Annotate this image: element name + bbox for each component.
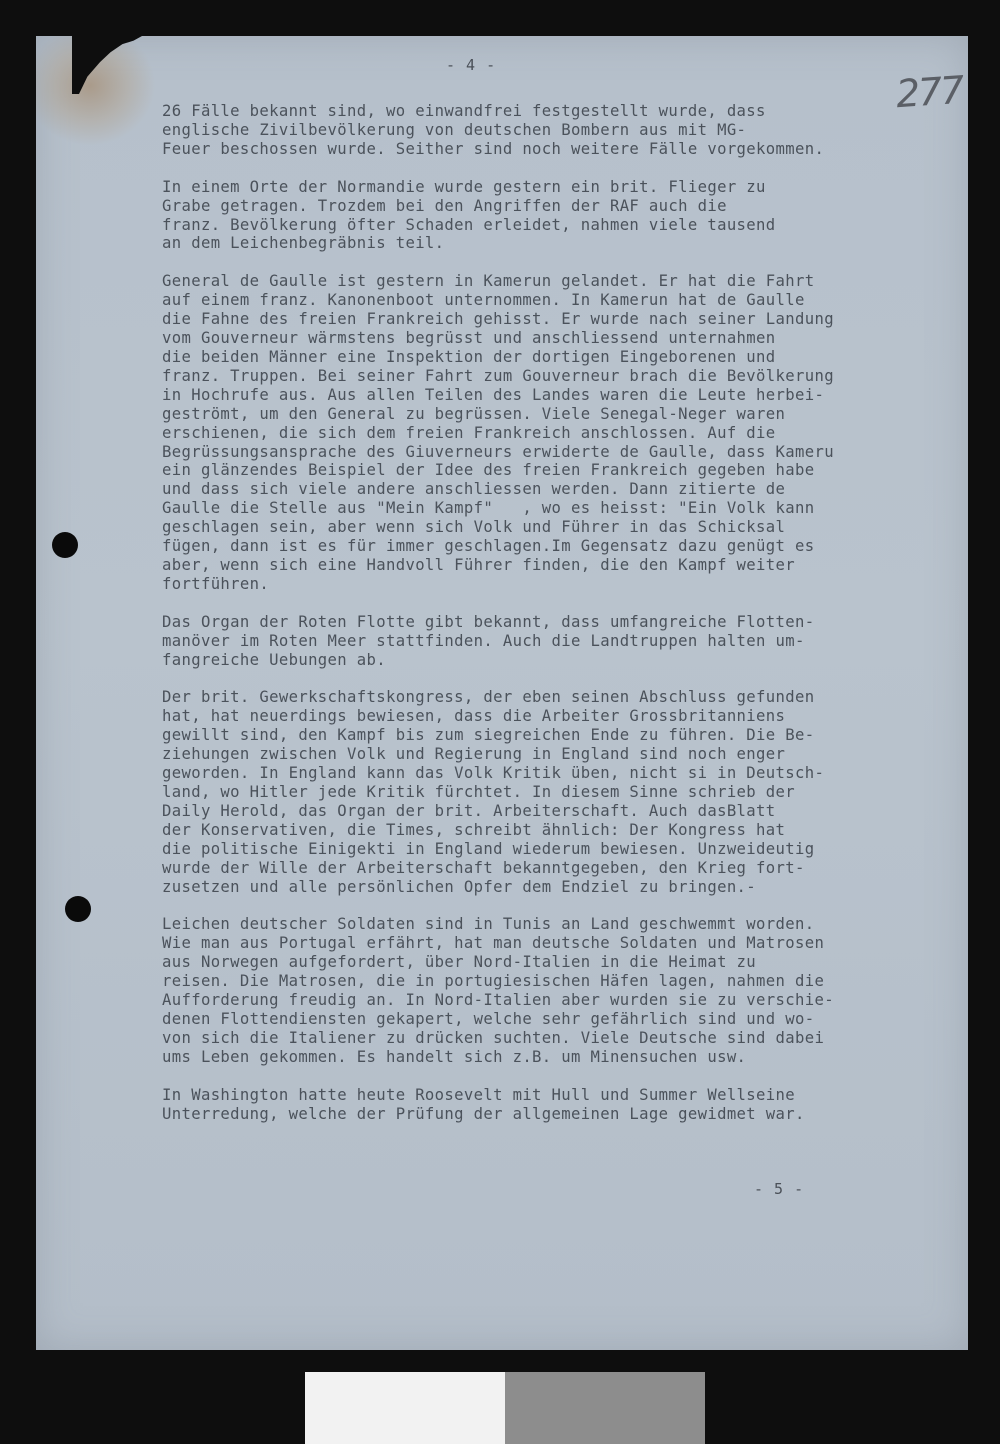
text-line: hat, hat neuerdings bewiesen, dass die Arbeiter Grossbritanniens [162, 707, 786, 726]
text-line: wurde der Wille der Arbeiterschaft bekanntgegeben, den Krieg fort- [162, 858, 805, 877]
text-line: land, wo Hitler jede Kritik fürchtet. In diesem Sinne schrieb der [162, 783, 795, 801]
text-line: zusetzen und alle persönlichen Opfer dem Endziel zu bringen.- [162, 877, 757, 896]
scan-strip-white [305, 1372, 505, 1444]
text-line: manöver im Roten Meer stattfinden. Auch die Landtruppen halten um- [162, 631, 805, 650]
text-line: In Washington hatte heute Roosevelt mit Hull und Summer Wellseine [162, 1085, 795, 1104]
text-line: ziehungen zwischen Volk und Regierung in England sind noch enger [162, 745, 786, 764]
text-line: Aufforderung freudig an. In Nord-Italien aber wurden sie zu verschie- [162, 991, 834, 1010]
page-number: - 4 - [446, 56, 497, 74]
text-line: Feuer beschossen wurde. Seither sind noch weitere Fälle vorgekommen. [162, 139, 825, 158]
text-line: der Konservativen, die Times, schreibt ähnlich: Der Kongress hat [162, 820, 786, 839]
punch-hole-upper [52, 532, 78, 558]
text-line: Daily Herold, das Organ der brit. Arbeiterschaft. Auch dasBlatt [162, 801, 776, 820]
text-line: vom Gouverneur wärmstens begrüsst und anschliessend unternahmen [162, 329, 776, 348]
punch-hole-lower [65, 896, 91, 922]
paragraph [162, 688, 968, 896]
text-line: geworden. In England kann das Volk Kritik üben, nicht si in Deutsch- [162, 764, 825, 783]
text-line: Begrüssungsansprache des Giuverneurs erwiderte de Gaulle, dass Kameru [162, 442, 834, 461]
text-line: fügen, dann ist es für immer geschlagen.Im Gegensatz dazu genügt es [162, 537, 815, 556]
archive-number-handwritten: 277 [894, 67, 964, 117]
scan-strip-grey [505, 1372, 705, 1444]
text-line: franz. Truppen. Bei seiner Fahrt zum Gouverneur brach die Bevölkerung [162, 366, 834, 385]
text-line: die beiden Männer eine Inspektion der dortigen Eingeborenen und [162, 347, 776, 366]
paragraph [162, 1086, 968, 1124]
text-line: erschienen, die sich dem freien Frankreich anschlossen. Auf die [162, 423, 776, 442]
text-line: fangreiche Uebungen ab. [162, 650, 386, 669]
text-line: englische Zivilbevölkerung von deutschen Bombern aus mit MG- [162, 120, 747, 139]
text-line: Unterredung, welche der Prüfung der allgemeinen Lage gewidmet war. [162, 1104, 805, 1123]
text-line: auf einem franz. Kanonenboot unternommen. In Kamerun hat de Gaulle [162, 291, 805, 310]
text-line: von sich die Italiener zu drücken suchten. Viele Deutsche sind dabei [162, 1028, 825, 1047]
text-line: General de Gaulle ist gestern in Kamerun gelandet. Er hat die Fahrt [162, 272, 815, 291]
text-line: ein glänzendes Beispiel der Idee des freien Frankreich gegeben habe [162, 461, 815, 480]
text-line: an dem Leichenbegräbnis teil. [162, 234, 445, 253]
paragraph [162, 102, 968, 159]
text-line: geschlagen sein, aber wenn sich Volk und Führer in das Schicksal [162, 518, 786, 537]
text-line: in Hochrufe aus. Aus allen Teilen des Landes waren die Leute herbei- [162, 385, 825, 404]
text-line: und dass sich viele andere anschliessen werden. Dann zitierte de [162, 480, 786, 499]
paragraph [162, 272, 968, 593]
paragraph [162, 178, 968, 254]
text-line: Wie man aus Portugal erfährt, hat man deutsche Soldaten und Matrosen [162, 934, 825, 953]
text-line: die politische Einigekti in England wiederum bewiesen. Unzweideutig [162, 839, 815, 858]
text-line: aber, wenn sich eine Handvoll Führer finden, die den Kampf weiter [162, 555, 795, 574]
text-line: franz. Bevölkerung öfter Schaden erleidet, nahmen viele tausend [162, 215, 776, 234]
paragraph [162, 915, 968, 1066]
text-line: fortführen. [162, 574, 270, 593]
next-page-indicator: - 5 - [754, 1180, 805, 1198]
typewritten-body [162, 102, 968, 1143]
text-line: In einem Orte der Normandie wurde gestern ein brit. Flieger zu [162, 177, 766, 196]
text-line: aus Norwegen aufgefordert, über Nord-Italien in die Heimat zu [162, 953, 757, 972]
text-line: Das Organ der Roten Flotte gibt bekannt, dass umfangreiche Flotten- [162, 612, 815, 631]
text-line: Gaulle die Stelle aus "Mein Kampf" , wo es heisst: "Ein Volk kann [162, 499, 815, 518]
text-line: die Fahne des freien Frankreich gehisst. Er wurde nach seiner Landung [162, 310, 834, 329]
text-line: ums Leben gekommen. Es handelt sich z.B. um Minensuchen usw. [162, 1047, 747, 1066]
paragraph [162, 613, 968, 670]
text-line: 26 Fälle bekannt sind, wo einwandfrei festgestellt wurde, dass [162, 102, 766, 120]
text-line: Leichen deutscher Soldaten sind in Tunis an Land geschwemmt worden. [162, 915, 815, 934]
text-line: geströmt, um den General zu begrüssen. Viele Senegal-Neger waren [162, 404, 786, 423]
text-line: reisen. Die Matrosen, die in portugiesischen Häfen lagen, nahmen die [162, 972, 825, 991]
text-line: denen Flottendiensten gekapert, welche sehr gefährlich sind und wo- [162, 1009, 815, 1028]
text-line: Grabe getragen. Trozdem bei den Angriffen der RAF auch die [162, 196, 727, 215]
text-line: gewillt sind, den Kampf bis zum siegreichen Ende zu führen. Die Be- [162, 726, 815, 745]
text-line: Der brit. Gewerkschaftskongress, der eben seinen Abschluss gefunden [162, 688, 815, 707]
